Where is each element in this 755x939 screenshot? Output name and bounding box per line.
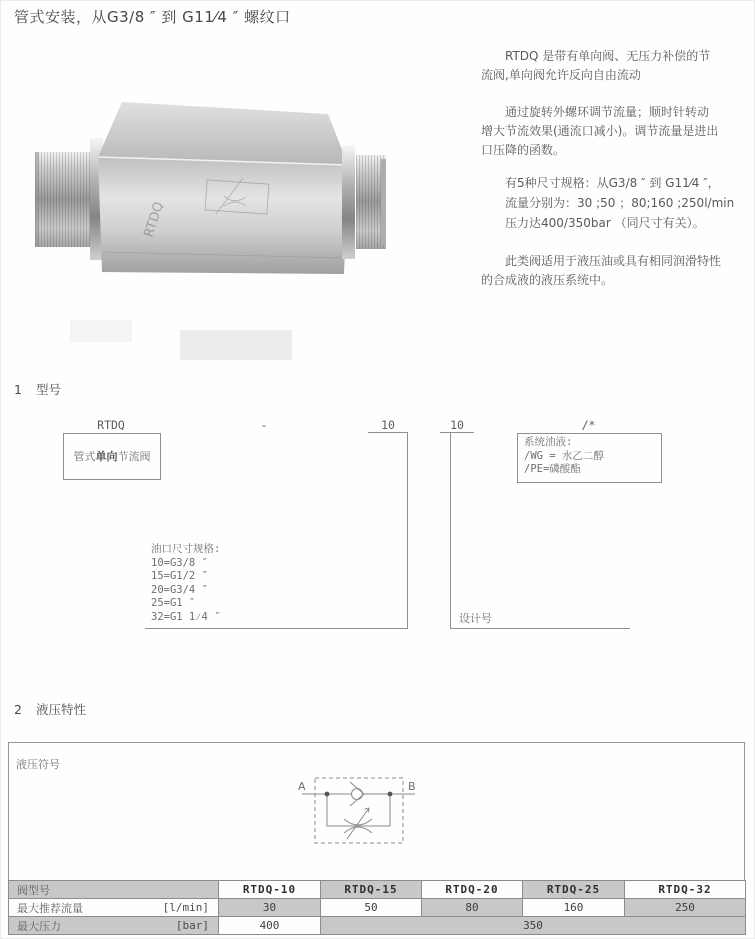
valve-hex-body [98,102,348,274]
table-cell-model-label: 阀型号 [9,881,219,899]
valve-name-box: 管式单向节流阀 [63,433,161,480]
code-design: 10 [450,418,464,432]
code-size: 10 [381,418,395,432]
table-cell-value: 50 [321,899,422,917]
check-valve-symbol [350,782,364,806]
port-b-label: B [408,780,416,793]
code-dash: - [260,418,268,432]
table-cell-model: RTDQ-10 [219,881,321,899]
junction-dot [325,792,330,797]
section-heading-model: 1 型号 [14,382,61,397]
connector-line [407,432,408,628]
paragraph: 此类阀适用于液压油或具有相同润滑特性 的合成液的液压系统中。 [481,254,722,287]
junction-dot [388,792,393,797]
code-series: RTDQ [97,418,125,432]
throttle-symbol [344,808,372,839]
etched-model-text: RTDQ [141,200,168,240]
paragraph: RTDQ 是带有单向阀、无压力补偿的节 流阀,单向阀允许反向自由流动 [481,49,711,82]
valve-right-flange [342,145,355,259]
spec-table [8,880,746,935]
table-cell-value: 30 [219,899,321,917]
paragraph: 有5种尺寸规格：从G3/8 ″ 到 G11⁄4 ″， 流量分别为：30 ;50 ；80;160 ;250l/min 压力达400/350bar （同尺寸有关）。 [505,176,735,230]
table-cell-flow-label: 最大推荐流量 [l/min] [9,899,219,917]
photo-reflection [180,330,292,360]
connector-line [368,432,408,433]
table-cell-pressure-label: 最大压力 [bar] [9,917,219,935]
connector-line [450,628,630,629]
table-cell-model: RTDQ-20 [422,881,523,899]
hydraulic-symbol-label: 液压符号 [16,758,60,771]
connector-line [440,432,474,433]
section-heading-hydraulic: 2 液压特性 [14,702,86,717]
valve-right-cap [342,145,386,259]
table-cell-model: RTDQ-32 [625,881,746,899]
table-cell-value: 400 [219,917,321,935]
table-cell-value: 80 [422,899,523,917]
fluid-type-legend: 系统油液: /WG = 水乙二醇 /PE=磷酸酯 [524,436,604,475]
connector-line [450,432,451,628]
valve-left-cap [35,138,103,260]
port-a-label: A [298,780,306,793]
code-fluid: /* [581,418,596,432]
table-cell-value-merged: 350 [321,917,746,935]
table-cell-model: RTDQ-15 [321,881,422,899]
table-cell-model: RTDQ-25 [523,881,625,899]
table-header-row [9,881,746,899]
port-size-legend: 油口尺寸规格: 10=G3/8 ″ 15=G1/2 ″ 20=G3/4 ″ 25=G1 ″ 32=G1 1⁄4 ″ [151,543,221,623]
hydraulic-circuit-symbol [290,772,425,850]
photo-reflection [70,320,132,342]
table-cell-value: 250 [625,899,746,917]
table-row-flow [9,899,746,917]
design-number-label: 设计号 [459,612,492,625]
connector-line [145,628,408,629]
table-row-pressure [9,917,746,935]
table-cell-value: 160 [523,899,625,917]
valve-product-photo [10,62,390,364]
paragraph: 通过旋转外螺环调节流量；顺时针转动 增大节流效果(通流口减小)。调节流量是进出 口压降的函数。 [481,105,719,157]
page-title: 管式安装，从G3/8 ″ 到 G11⁄4 ″ 螺纹口 [14,8,291,26]
intro-text [481,42,747,290]
